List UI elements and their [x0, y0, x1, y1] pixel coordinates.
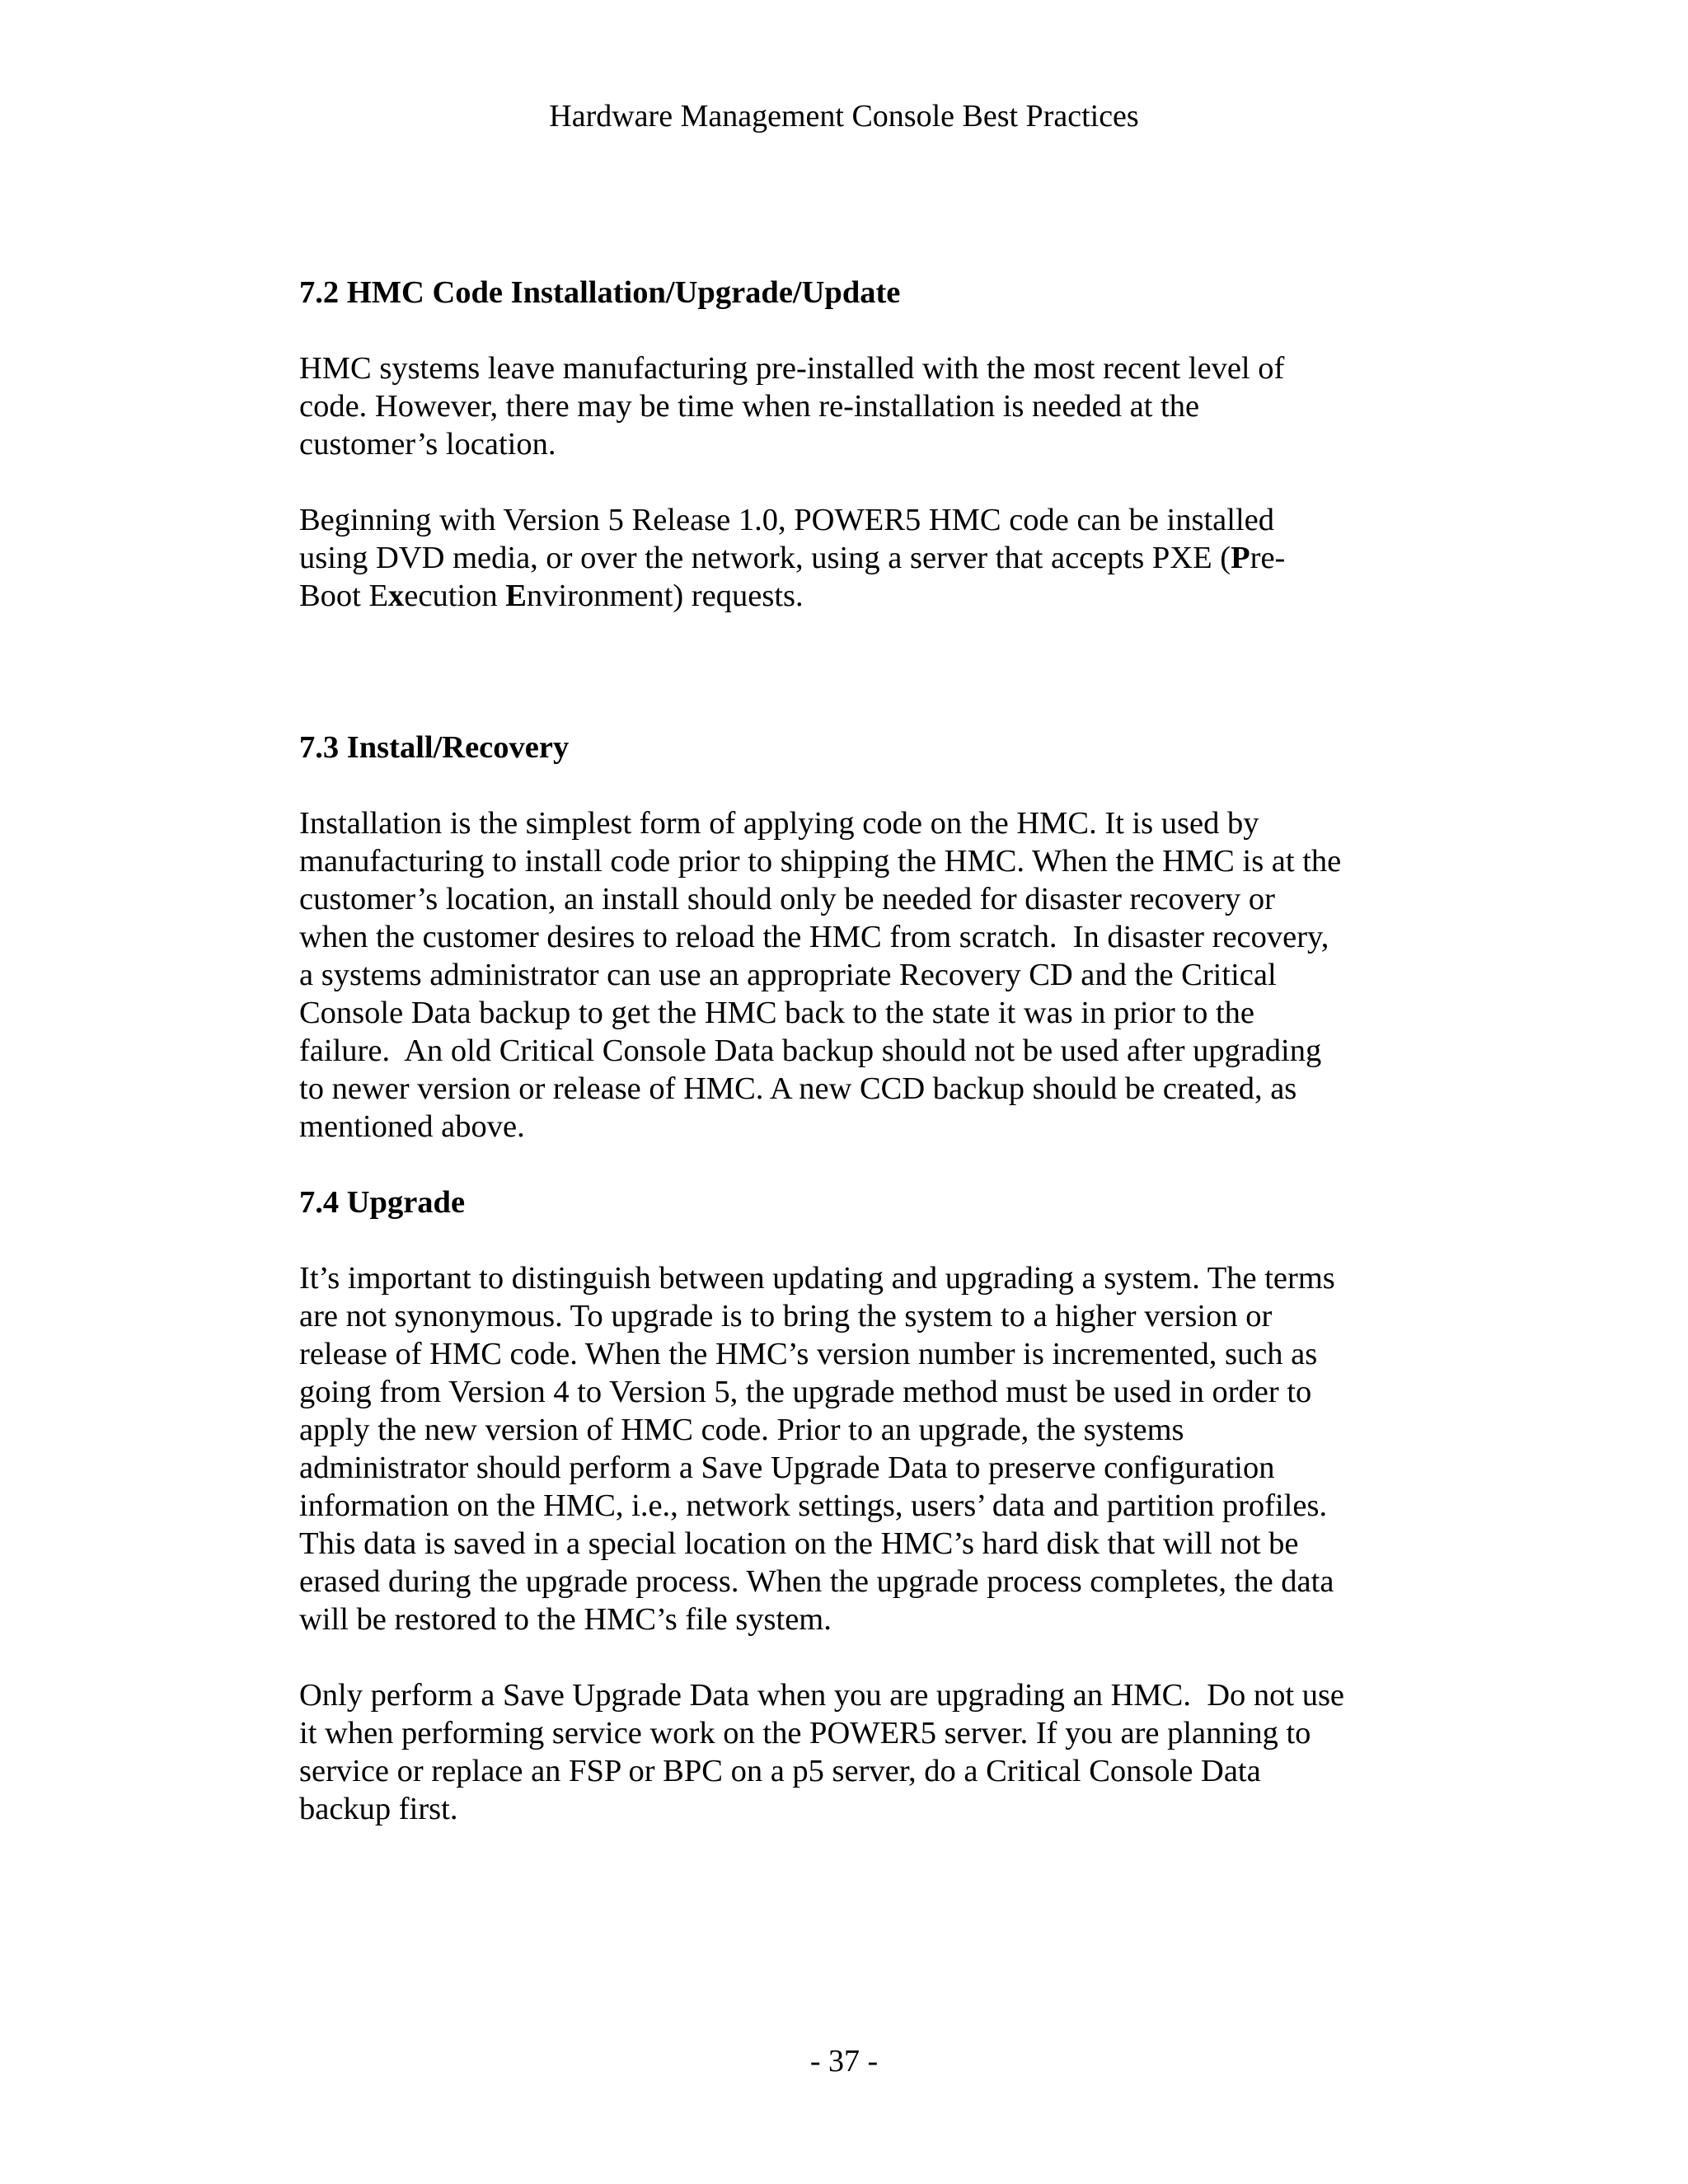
bold-letter: P	[1231, 541, 1250, 575]
text-line: erased during the upgrade process. When the upgrade process completes, the data	[299, 1564, 1334, 1599]
spacer	[299, 1146, 1420, 1183]
section-heading-7-3: 7.3 Install/Recovery	[299, 730, 570, 765]
bold-letter: E	[505, 579, 527, 613]
spacer	[299, 1221, 1420, 1259]
text-run: ecution	[404, 579, 506, 613]
text-line: to newer version or release of HMC. A new CCD backup should be created, as	[299, 1071, 1297, 1106]
text-line: HMC systems leave manufacturing pre-installed with the most recent level of	[299, 351, 1285, 386]
spacer	[299, 615, 1420, 729]
text-line: manufacturing to install code prior to shipping the HMC. When the HMC is at the	[299, 844, 1342, 879]
paragraph-7-2-1	[299, 349, 1420, 463]
paragraph-7-4-2	[299, 1676, 1420, 1828]
text-line: service or replace an FSP or BPC on a p5 server, do a Critical Console Data	[299, 1754, 1261, 1788]
text-line: going from Version 4 to Version 5, the upgrade method must be used in order to	[299, 1375, 1312, 1409]
text-line	[299, 539, 1420, 577]
section-heading-7-2: 7.2 HMC Code Installation/Upgrade/Update	[299, 275, 901, 310]
text-run: re-	[1250, 541, 1286, 575]
spacer	[299, 1638, 1420, 1676]
bold-letter: x	[388, 579, 405, 613]
text-line: Installation is the simplest form of applying code on the HMC. It is used by	[299, 806, 1259, 841]
page-number: - 37 -	[809, 2044, 879, 2079]
running-header: Hardware Management Console Best Practices	[549, 99, 1139, 134]
paragraph-7-3-1	[299, 804, 1420, 1146]
text-line: backup first.	[299, 1792, 458, 1826]
text-line: release of HMC code. When the HMC’s version number is incremented, such as	[299, 1337, 1318, 1371]
text-line: are not synonymous. To upgrade is to bring the system to a higher version or	[299, 1299, 1273, 1333]
spacer	[299, 463, 1420, 501]
text-line: a systems administrator can use an appropriate Recovery CD and the Critical	[299, 958, 1277, 992]
text-line: mentioned above.	[299, 1109, 525, 1144]
section-heading-7-4: 7.4 Upgrade	[299, 1185, 466, 1220]
paragraph-7-2-2	[299, 501, 1420, 615]
spacer	[299, 312, 1420, 349]
text-line: It’s important to distinguish between updating and upgrading a system. The terms	[299, 1261, 1335, 1296]
text-line: Beginning with Version 5 Release 1.0, POWER5 HMC code can be installed	[299, 503, 1274, 537]
text-line: failure. An old Critical Console Data backup should not be used after upgrading	[299, 1033, 1322, 1068]
text-line: customer’s location.	[299, 427, 556, 462]
text-line: information on the HMC, i.e., network settings, users’ data and partition profiles.	[299, 1488, 1328, 1523]
paragraph-7-4-1	[299, 1259, 1420, 1638]
text-run: using DVD media, or over the network, using a server that accepts PXE (	[299, 541, 1231, 575]
spacer	[299, 766, 1420, 804]
text-line: Console Data backup to get the HMC back to the state it was in prior to the	[299, 996, 1255, 1030]
text-run: nvironment) requests.	[526, 579, 804, 613]
page-content	[299, 274, 1420, 1828]
text-line: code. However, there may be time when re-installation is needed at the	[299, 389, 1200, 424]
text-line: apply the new version of HMC code. Prior to an upgrade, the systems	[299, 1413, 1184, 1447]
text-line: customer’s location, an install should only be needed for disaster recovery or	[299, 882, 1275, 916]
text-line: administrator should perform a Save Upgrade Data to preserve configuration	[299, 1451, 1275, 1485]
text-line: when the customer desires to reload the HMC from scratch. In disaster recovery,	[299, 920, 1329, 954]
text-line: will be restored to the HMC’s file system.	[299, 1602, 832, 1637]
text-line	[299, 577, 1420, 615]
text-run: Boot E	[299, 579, 389, 613]
text-line: Only perform a Save Upgrade Data when you are upgrading an HMC. Do not use	[299, 1678, 1345, 1713]
text-line: it when performing service work on the POWER5 server. If you are planning to	[299, 1716, 1311, 1750]
text-line: This data is saved in a special location on the HMC’s hard disk that will not be	[299, 1526, 1299, 1561]
